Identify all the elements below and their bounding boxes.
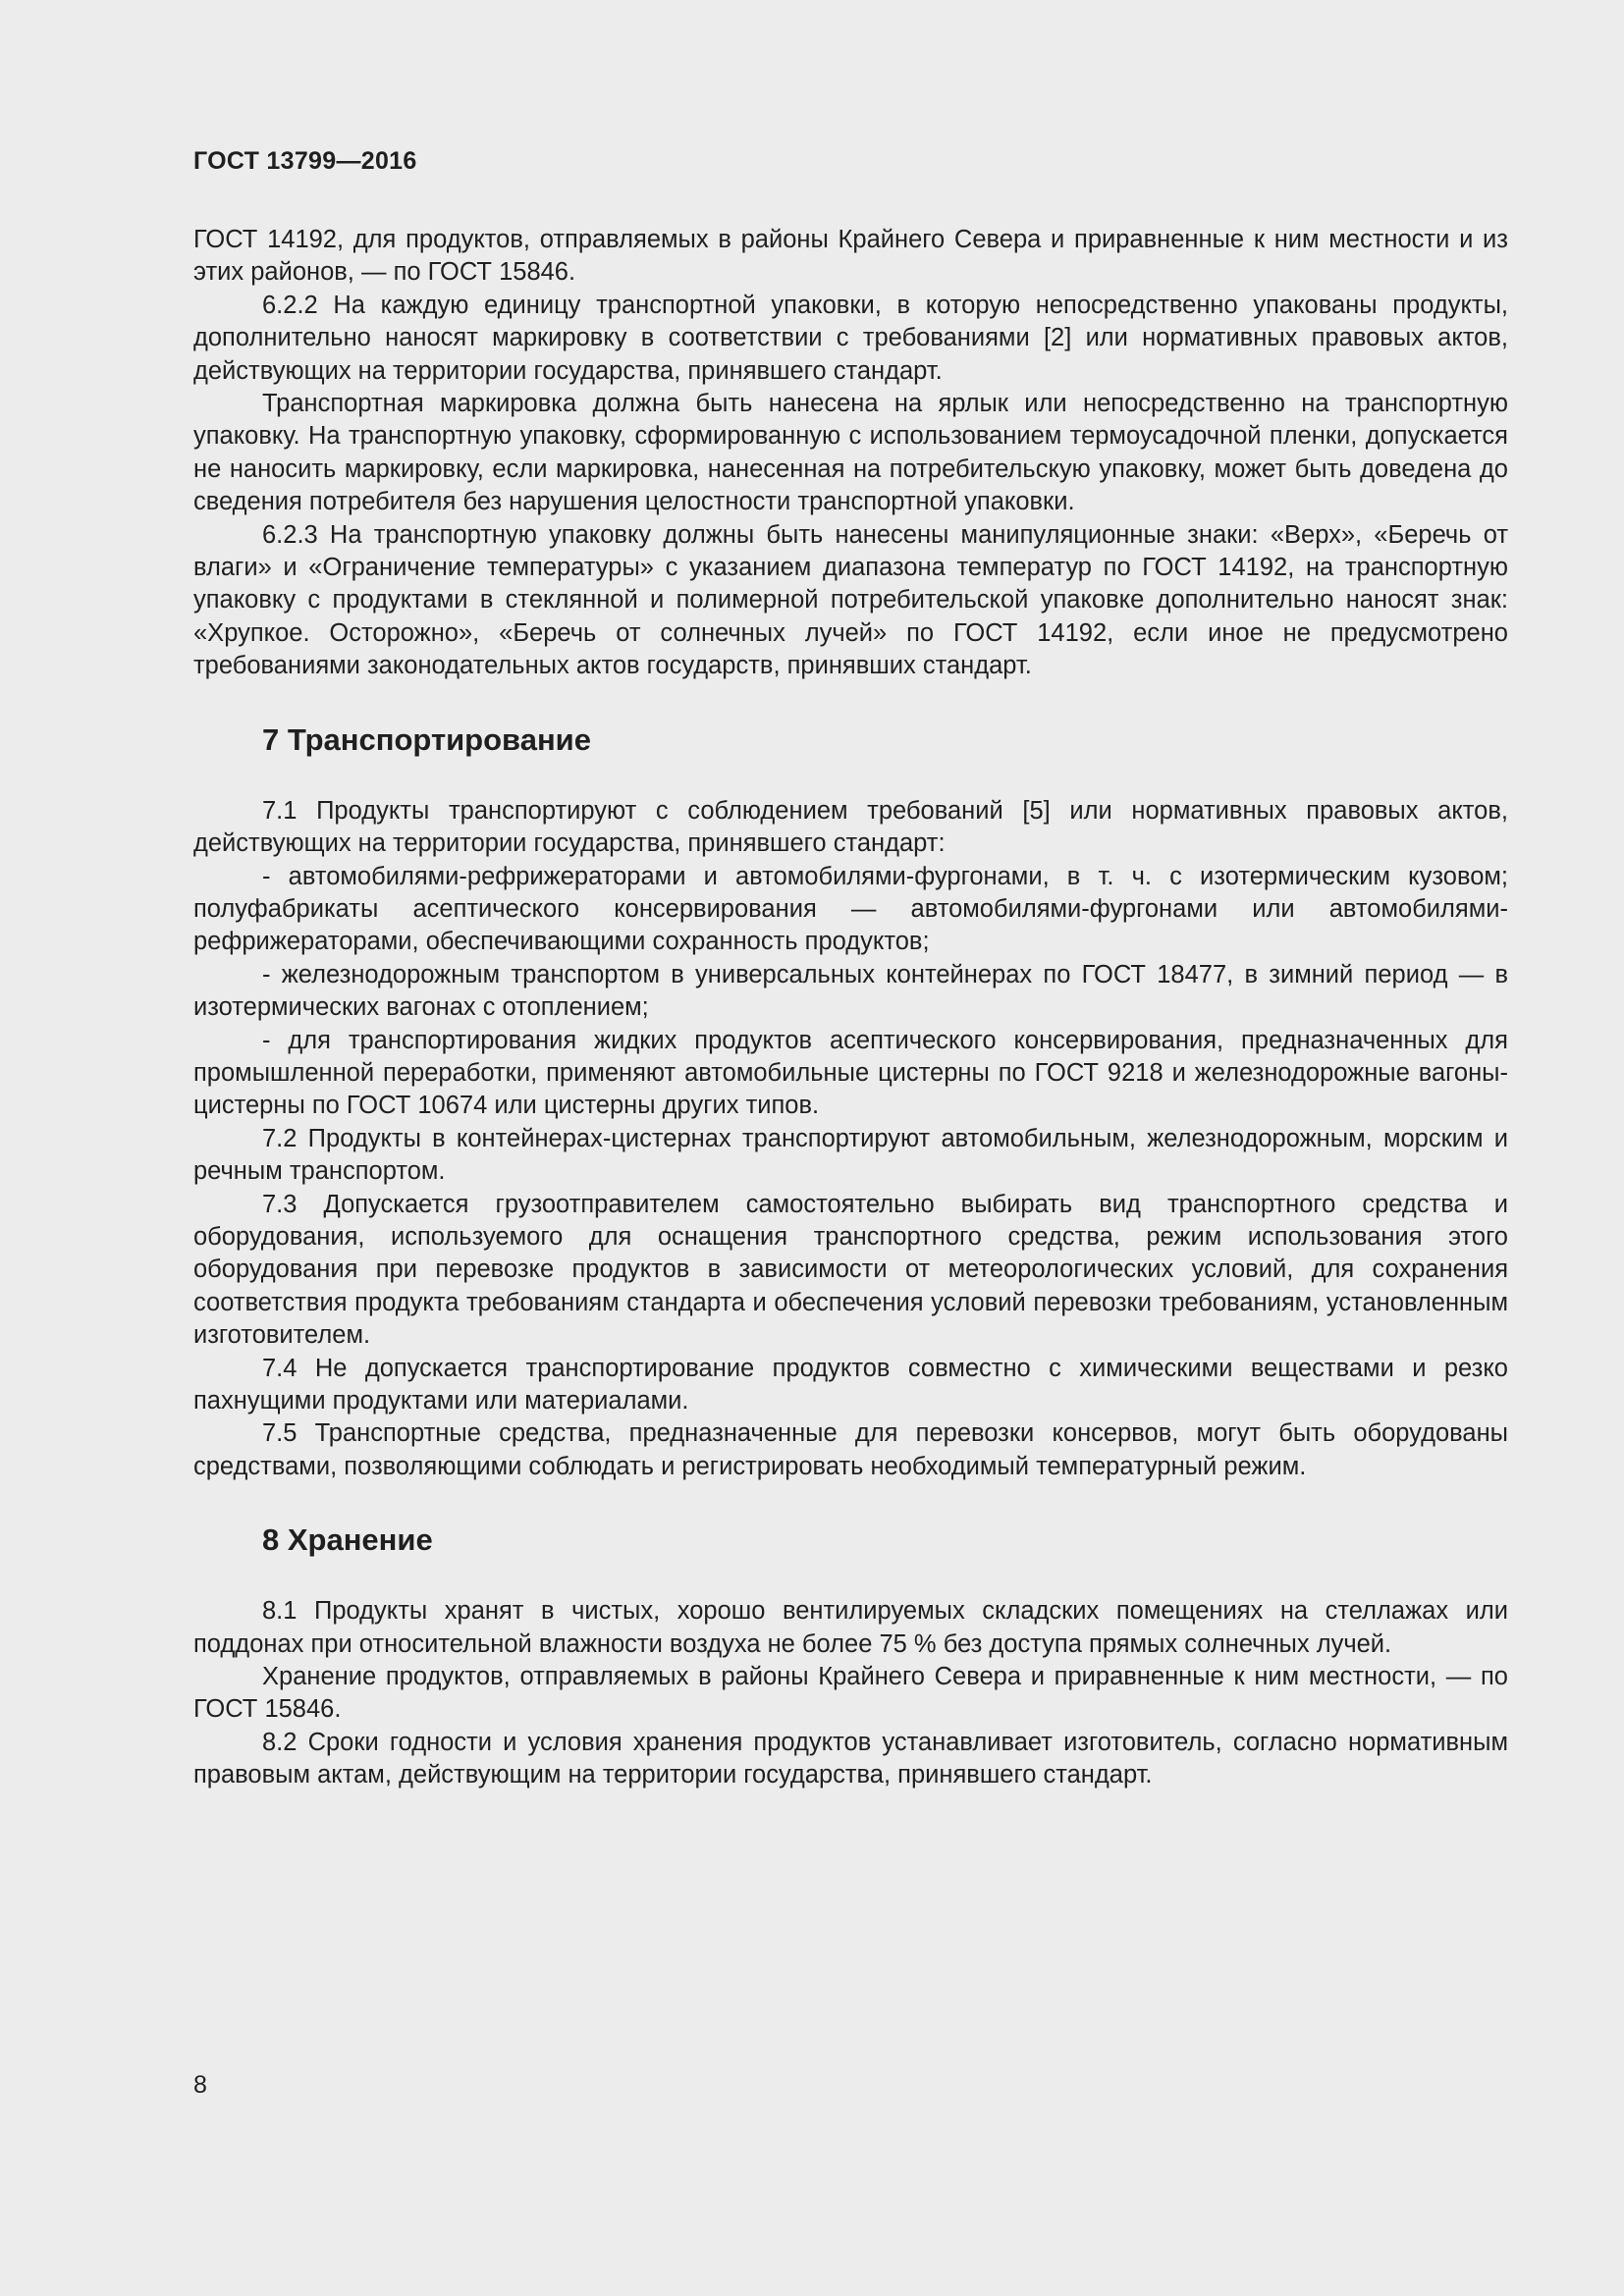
paragraph-7-1: 7.1 Продукты транспортируют с соблюдением требований [5] или нормативных правовых актов, действующих на территории государства, принявшего стандарт: [193,796,1508,858]
paragraph-6-2-3: 6.2.3 На транспортную упаковку должны быть нанесены манипуляционные знаки: «Верх», «Беречь от влаги» и «Ограничение температуры» с указанием диапазона температур по ГОСТ 14192, на транспортную упаковку с продуктами в стеклянной и полимерной потребительской упаковке дополнительно наносят знак: «Хрупкое. Осторожно», «Беречь от солнечных лучей» по ГОСТ 14192, если иное не предусмотрено требованиями законодательных актов государств, принявших стандарт. [193,520,1508,680]
paragraph-7-5: 7.5 Транспортные средства, предназначенные для перевозки консервов, могут быть оборудованы средствами, позволяющими соблюдать и регистрировать необходимый температурный режим. [193,1419,1508,1480]
paragraph-7-3: 7.3 Допускается грузоотправителем самостоятельно выбирать вид транспортного средства и оборудования, используемого для оснащения транспортного средства, режим использования этого оборудования при перевозке продуктов в зависимости от метеорологических условий, для сохранения соответствия продукта требованиям стандарта и обеспечения условий перевозки требованиям, установленным изготовителем. [193,1190,1508,1350]
paragraph-7-4: 7.4 Не допускается транспортирование продуктов совместно с химическими веществами и резко пахнущими продуктами или материалами. [193,1354,1508,1415]
paragraph-8-2: 8.2 Сроки годности и условия хранения продуктов устанавливает изготовитель, согласно нормативным правовым актам, действующим на территории государства, принявшего стандарт. [193,1728,1508,1789]
paragraph-8-1: 8.1 Продукты хранят в чистых, хорошо вентилируемых складских помещениях на стеллажах или поддонах при относительной влажности воздуха не более 75 % без доступа прямых солнечных лучей. [193,1597,1508,1658]
section-7-title: 7 Транспортирование [262,721,591,757]
page-number: 8 [193,2071,207,2099]
paragraph-6-2-2: 6.2.2 На каждую единицу транспортной упаковки, в которую непосредственно упакованы продукты, дополнительно наносят маркировку в соответствии с требованиями [2] или нормативных правовых актов, действующих на территории государства, принявшего стандарт. [193,291,1508,385]
section-8-title: 8 Хранение [262,1522,433,1558]
list-item-vehicles: - автомобилями-рефрижераторами и автомобилями-фургонами, в т. ч. с изотермическим кузовом; полуфабрикаты асептического консервирования — автомобилями-фургонами или автомобилями-рефрижераторами, обеспечивающими сохранность продуктов; [193,862,1508,956]
list-item-railway: - железнодорожным транспортом в универсальных контейнерах по ГОСТ 18477, в зимний период — в изотермических вагонах с отоплением; [193,960,1508,1022]
paragraph-storage-north: Хранение продуктов, отправляемых в районы Крайнего Севера и приравненные к ним местности, — по ГОСТ 15846. [193,1663,1508,1724]
paragraph-continued: ГОСТ 14192, для продуктов, отправляемых в районы Крайнего Севера и приравненные к ним местности и из этих районов, — по ГОСТ 15846. [193,226,1508,287]
paragraph-transport-marking: Транспортная маркировка должна быть нанесена на ярлык или непосредственно на транспортную упаковку. На транспортную упаковку, сформированную с использованием термоусадочной пленки, допускается не наносить маркировку, если маркировка, нанесенная на потребительскую упаковку, может быть доведена до сведения потребителя без нарушения целостности транспортной упаковки. [193,390,1508,516]
list-item-tanks: - для транспортирования жидких продуктов асептического консервирования, предназначенных для промышленной переработки, применяют автомобильные цистерны по ГОСТ 9218 и железнодорожные вагоны-цистерны по ГОСТ 10674 или цистерны других типов. [193,1026,1508,1120]
paragraph-7-2: 7.2 Продукты в контейнерах-цистернах транспортируют автомобильным, железнодорожным, морским и речным транспортом. [193,1124,1508,1186]
document-header: ГОСТ 13799—2016 [193,147,417,175]
document-body [193,224,1508,1792]
